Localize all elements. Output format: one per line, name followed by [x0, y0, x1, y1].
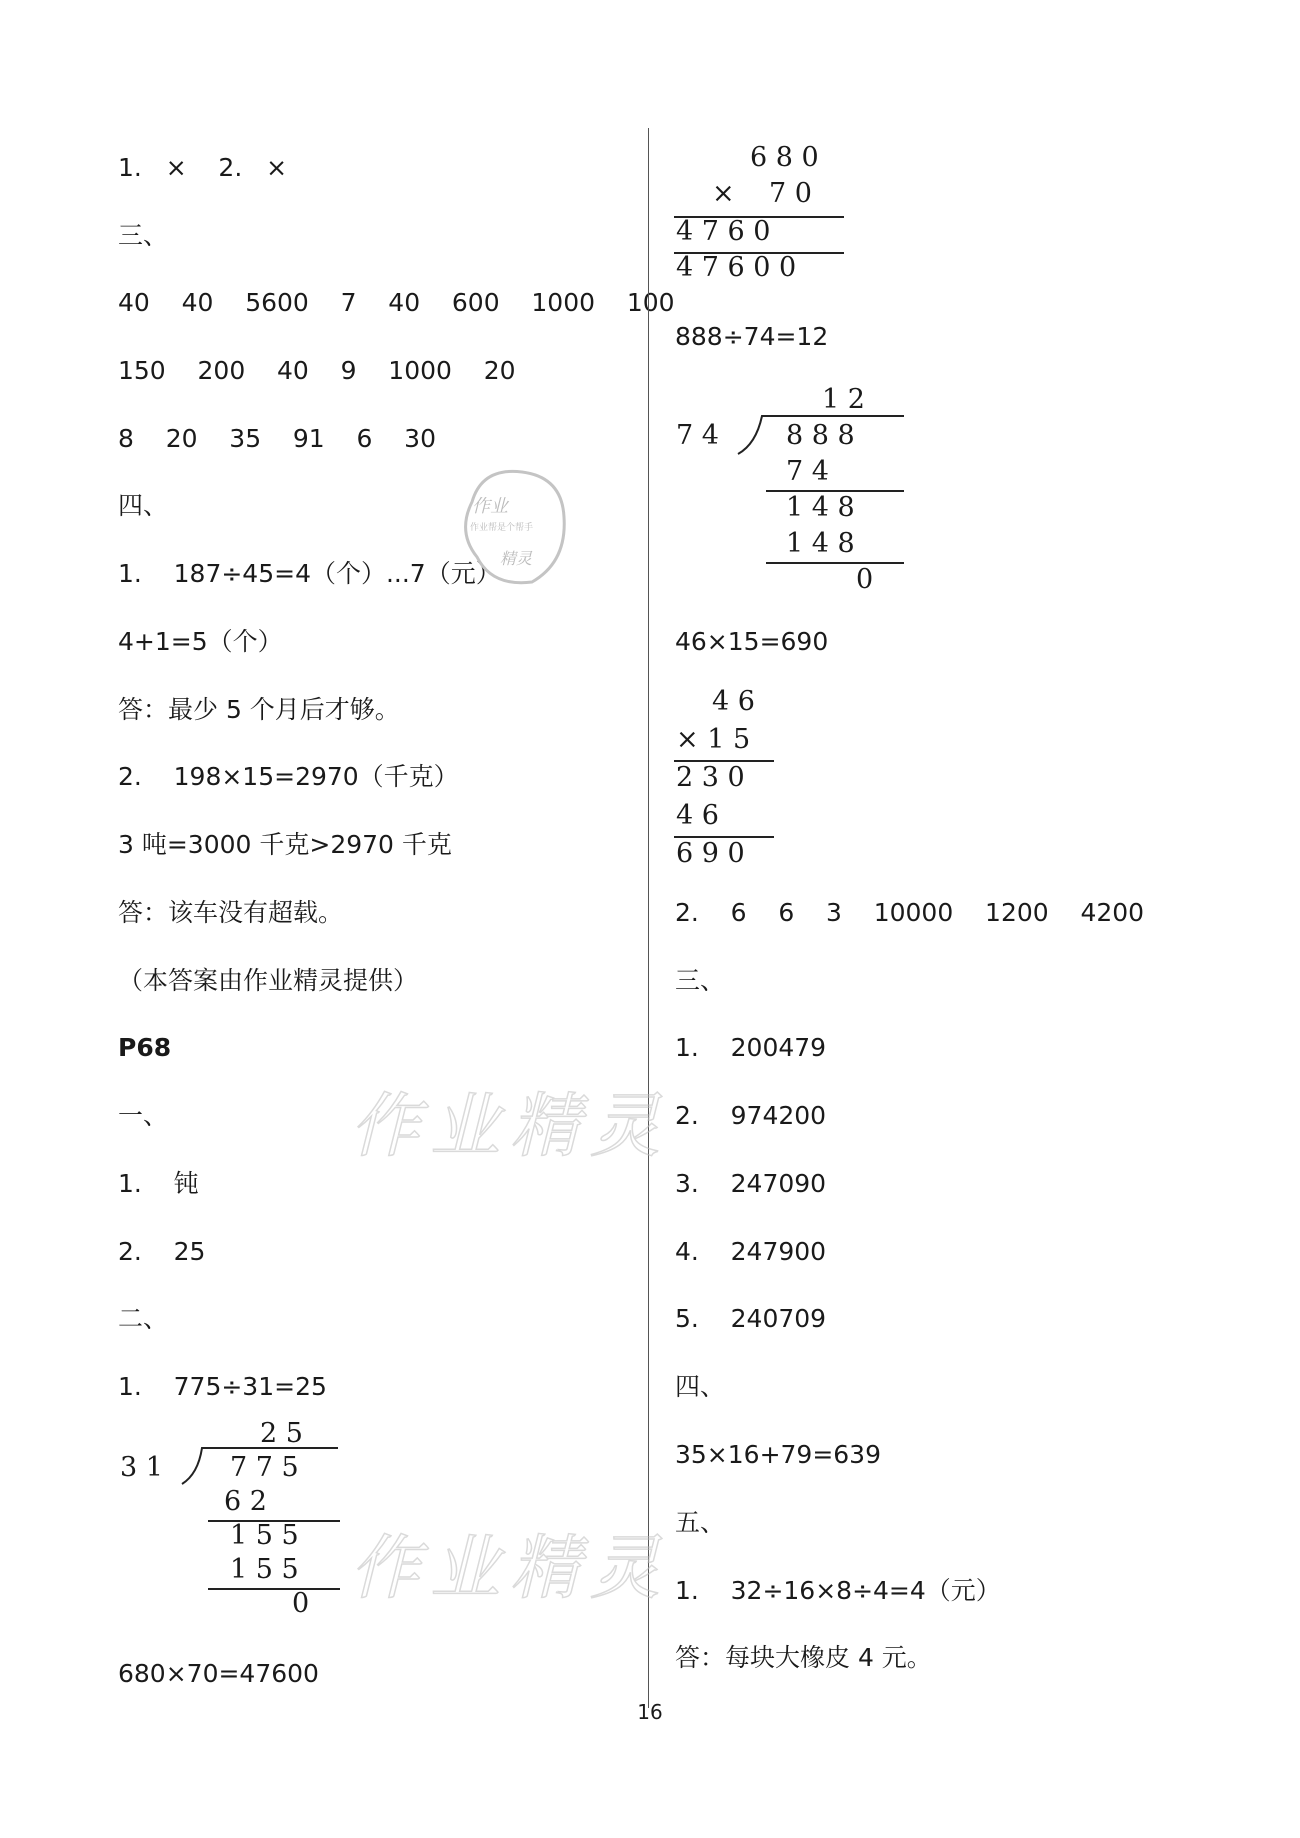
- product: 4 7 6 0 0: [676, 252, 797, 283]
- answer-line: 2. 974200: [675, 1101, 827, 1130]
- answer-line: 150 200 40 9 1000 20: [118, 356, 516, 385]
- answer-line: 1. 200479: [675, 1033, 827, 1062]
- answer-line: 答：最少 5 个月后才够。: [118, 695, 400, 724]
- stamp-label: 作业: [472, 496, 508, 517]
- answer-line: 3. 247090: [675, 1169, 827, 1198]
- answer-line: 4. 247900: [675, 1237, 827, 1266]
- rule: [208, 1588, 340, 1590]
- answer-line: 46×15=690: [675, 627, 829, 656]
- answer-line: 1. 775÷31=25: [118, 1372, 327, 1401]
- column-divider: [648, 128, 649, 1708]
- partial-product: 4 6: [676, 800, 719, 831]
- answer-line: 3 吨=3000 千克>2970 千克: [118, 830, 452, 859]
- multiplier: × 1 5: [676, 724, 751, 755]
- answer-line: 2. 6 6 3 10000 1200 4200: [675, 898, 1145, 927]
- stamp-label: 作业帮是个帮手: [470, 523, 534, 533]
- answer-line: 2. 198×15=2970（千克）: [118, 762, 459, 791]
- divisor: 3 1: [120, 1452, 163, 1483]
- answer-line: 888÷74=12: [675, 322, 829, 351]
- multiplicand: 6 8 0: [750, 142, 819, 173]
- watermark-text: 作业精灵: [350, 1527, 670, 1609]
- answer-line: 40 40 5600 7 40 600 1000 100: [118, 288, 675, 317]
- stamp-label: 精灵: [500, 549, 533, 568]
- section-heading: 四、: [675, 1372, 726, 1401]
- remainder-line: 1 4 8: [786, 492, 855, 523]
- section-heading: 四、: [118, 491, 169, 520]
- dividend: 7 7 5: [230, 1452, 299, 1483]
- answer-line: 2. 25: [118, 1237, 206, 1266]
- partial-product: 4 7 6 0: [676, 216, 771, 247]
- answer-line: 35×16+79=639: [675, 1440, 881, 1469]
- remainder-line: 1 5 5: [230, 1520, 299, 1551]
- partial-product: 2 3 0: [676, 762, 745, 793]
- quotient: 1 2: [822, 384, 865, 415]
- answer-line: 答：该车没有超载。: [118, 898, 344, 927]
- multiplier: × 7 0: [712, 178, 812, 209]
- quotient: 2 5: [260, 1418, 303, 1449]
- subtract-line: 6 2: [224, 1486, 267, 1517]
- watermark-text: 作业精灵: [350, 1085, 670, 1167]
- answer-line: 5. 240709: [675, 1304, 827, 1333]
- page-number: 16: [637, 1700, 663, 1724]
- divisor: 7 4: [676, 420, 719, 451]
- section-heading: 一、: [118, 1101, 169, 1130]
- answer-line: 1. 187÷45=4（个）...7（元）: [118, 559, 501, 588]
- answer-line: 1. 32÷16×8÷4=4（元）: [675, 1576, 1001, 1605]
- product: 6 9 0: [676, 838, 745, 869]
- rule: [766, 562, 904, 564]
- subtract-line: 7 4: [786, 456, 829, 487]
- section-heading: 二、: [118, 1304, 169, 1333]
- page-heading: P68: [118, 1033, 172, 1062]
- watermark-stamp: [452, 462, 572, 596]
- answer-line: 4+1=5（个）: [118, 627, 283, 656]
- answer-line: 8 20 35 91 6 30: [118, 424, 436, 453]
- answer-line: 答：每块大橡皮 4 元。: [675, 1643, 932, 1672]
- subtract-line: 1 4 8: [786, 528, 855, 559]
- answer-line: 680×70=47600: [118, 1659, 319, 1688]
- section-heading: 三、: [118, 221, 169, 250]
- answer-line: 1. 钝: [118, 1169, 199, 1198]
- subtract-line: 1 5 5: [230, 1554, 299, 1585]
- remainder-line: 0: [292, 1588, 310, 1619]
- credit-note: （本答案由作业精灵提供）: [118, 966, 419, 995]
- remainder-line: 0: [856, 564, 874, 595]
- section-heading: 五、: [675, 1508, 726, 1537]
- multiplicand: 4 6: [712, 686, 755, 717]
- dividend: 8 8 8: [786, 420, 855, 451]
- section-heading: 三、: [675, 966, 726, 995]
- answer-line: 1. × 2. ×: [118, 153, 288, 182]
